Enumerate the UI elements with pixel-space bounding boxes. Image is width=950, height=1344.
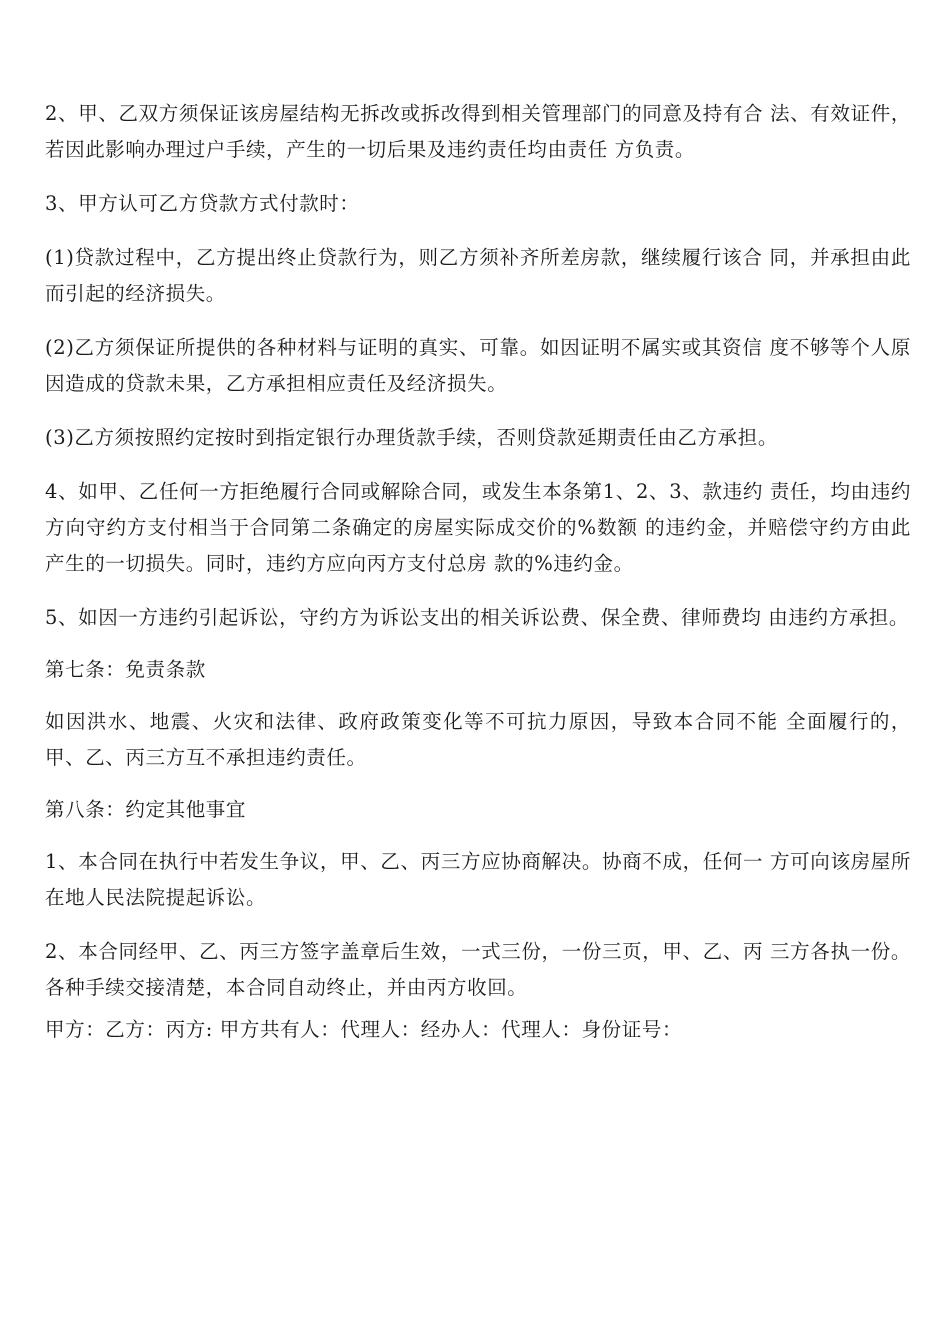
clause-2-paragraph: 2、甲、乙双方须保证该房屋结构无拆改或拆改得到相关管理部门的同意及持有合 法、有效证件，若因此影响办理过户手续，产生的一切后果及违约责任均由责任 方负责。: [45, 102, 911, 161]
article-8-clause-1: 1、本合同在执行中若发生争议，甲、乙、丙三方应协商解决。协商不成，任何一 方可向该房屋所在地人民法院提起诉讼。: [45, 850, 911, 909]
article-8-heading: 第八条：约定其他事宜: [45, 798, 247, 821]
article-7-body: 如因洪水、地震、火灾和法律、政府政策变化等不可抗力原因，导致本合同不能 全面履行的，甲、乙、丙三方互不承担违约责任。: [45, 710, 911, 769]
clause-3-1-paragraph: (1)贷款过程中，乙方提出终止贷款行为，则乙方须补齐所差房款，继续履行该合 同，并承担由此而引起的经济损失。: [45, 246, 911, 305]
article-7-heading: 第七条：免责条款: [45, 658, 206, 681]
signature-line: 甲方：乙方：丙方: 甲方共有人：代理人：经办人：代理人：身份证号：: [45, 1018, 683, 1041]
clause-3-2-paragraph: (2)乙方须保证所提供的各种材料与证明的真实、可靠。如因证明不属实或其资信 度不够等个人原因造成的贷款未果，乙方承担相应责任及经济损失。: [45, 336, 911, 395]
clause-5-paragraph: 5、如因一方违约引起诉讼，守约方为诉讼支出的相关诉讼费、保全费、律师费均 由违约方承担。: [45, 606, 910, 629]
document-page: [45, 96, 911, 1048]
clause-3-paragraph: 3、甲方认可乙方贷款方式付款时：: [45, 192, 360, 215]
clause-4-paragraph: 4、如甲、乙任何一方拒绝履行合同或解除合同，或发生本条第1、2、3、款违约 责任，均由违约方向守约方支付相当于合同第二条确定的房屋实际成交价的%数额 的违约金，并赔偿守约方由此产生的一切损失。同时，违约方应向丙方支付总房 款的%违约金。: [45, 480, 911, 575]
clause-3-3-paragraph: (3)乙方须按照约定按时到指定银行办理货款手续，否则贷款延期责任由乙方承担。: [45, 426, 778, 449]
article-8-clause-2: 2、本合同经甲、乙、丙三方签字盖章后生效，一式三份，一份三页，甲、乙、丙 三方各执一份。各种手续交接清楚，本合同自动终止，并由丙方收回。: [45, 940, 911, 999]
